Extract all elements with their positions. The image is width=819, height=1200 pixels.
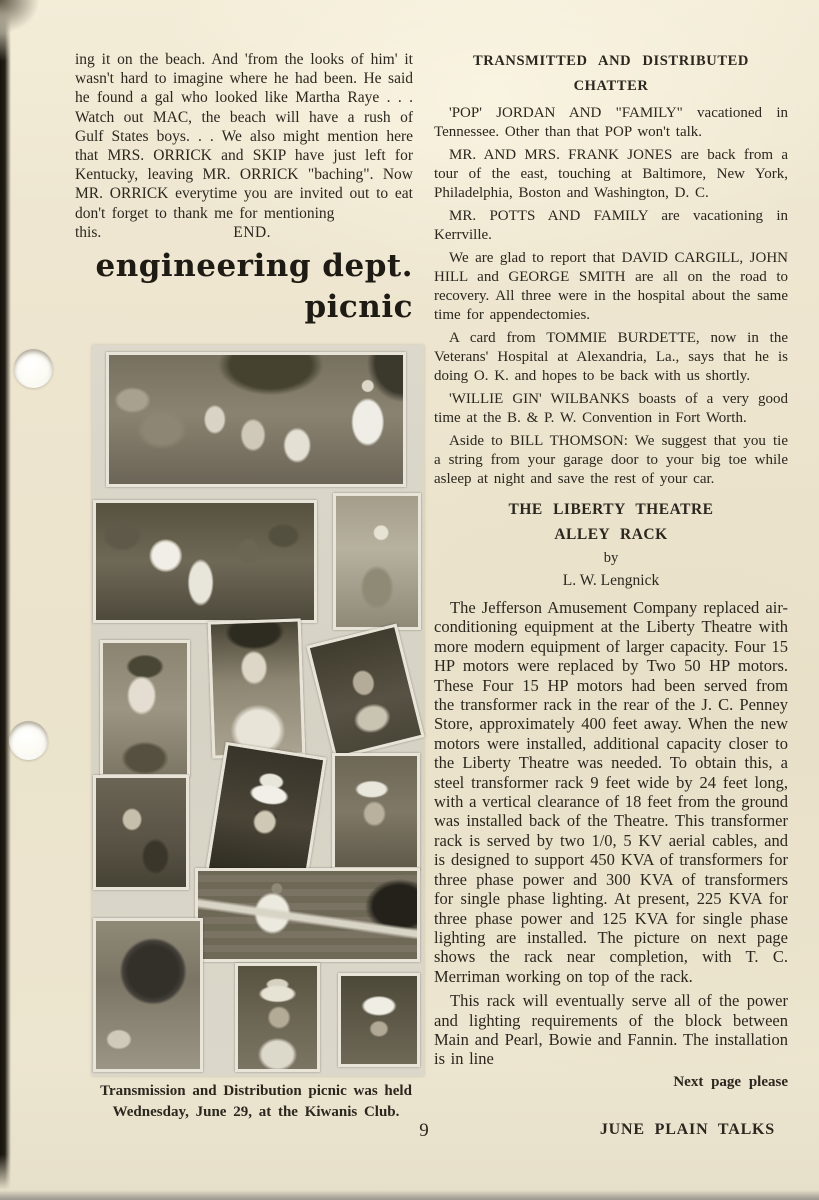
end-line-word: this. bbox=[75, 223, 102, 241]
photo-girl-portrait bbox=[100, 640, 190, 777]
photo-tilted-snapshot bbox=[306, 623, 425, 759]
photo-dark-closeup bbox=[93, 918, 203, 1072]
beach-chatter-paragraph bbox=[75, 50, 413, 223]
punch-hole-bottom bbox=[9, 721, 48, 760]
heading-line-1: engineering dept. bbox=[95, 248, 413, 284]
end-line bbox=[75, 223, 413, 242]
photo-fedora-man bbox=[235, 963, 320, 1072]
chatter-paragraph: We are glad to report that DAVID CARGILL, JOHN HILL and GEORGE SMITH are all on the road to recovery. All three were in the hospital about the same time for appendectomies. bbox=[434, 250, 788, 323]
photo-indoor-snapshot bbox=[93, 775, 189, 890]
punch-hole-top bbox=[14, 349, 53, 388]
liberty-heading-line-1: THE LIBERTY THEATRE bbox=[508, 501, 714, 518]
chatter-paragraph: 'WILLIE GIN' WILBANKS boasts of a very good time at the B. & P. W. Convention in Fort Worth. bbox=[434, 391, 788, 426]
photo-man-sunglasses-hat bbox=[205, 742, 326, 887]
publication-footer-title: JUNE PLAIN TALKS bbox=[599, 1121, 775, 1138]
end-marker: END. bbox=[233, 223, 272, 241]
scan-edge-left bbox=[0, 14, 11, 1190]
heading-line-2: picnic bbox=[304, 289, 413, 325]
chatter-paragraph: MR. POTTS AND FAMILY are vacationing in Kerrville. bbox=[434, 208, 788, 243]
caption-line-1: Transmission and Distribution picnic was held bbox=[100, 1083, 412, 1099]
liberty-theatre-heading bbox=[434, 497, 788, 547]
chatter-paragraph: A card from TOMMIE BURDETTE, now in the Veterans' Hospital at Alexandria, La., says that he is doing O. K. and hopes to be back with us shortly. bbox=[434, 330, 788, 384]
liberty-heading-line-2: ALLEY RACK bbox=[554, 526, 668, 543]
right-column bbox=[434, 49, 788, 1091]
next-page-notice: Next page please bbox=[673, 1073, 788, 1090]
byline-author: L. W. Lengnick bbox=[562, 572, 660, 589]
picnic-photo-collage bbox=[92, 345, 424, 1076]
chatter-heading-line-2: CHATTER bbox=[573, 78, 649, 94]
chatter-paragraph: Aside to BILL THOMSON: We suggest that you tie a string from your garage door to your big toe while asleep at night and save the rest of your car. bbox=[434, 433, 788, 487]
photo-caption bbox=[80, 1081, 432, 1123]
engineering-picnic-heading bbox=[75, 246, 413, 328]
byline-by: by bbox=[603, 550, 619, 566]
scan-edge-bottom bbox=[0, 1190, 819, 1200]
chatter-paragraph: 'POP' JORDAN AND "FAMILY" vacationed in Tennessee. Other than that POP won't talk. bbox=[434, 105, 788, 140]
left-column bbox=[75, 50, 413, 242]
caption-line-2: Wednesday, June 29, at the Kiwanis Club. bbox=[112, 1104, 400, 1120]
photo-bat-swing bbox=[195, 868, 420, 962]
photo-crowd-with-hats bbox=[93, 500, 317, 623]
photo-man-straw-hat bbox=[332, 753, 420, 870]
photo-group-scene bbox=[106, 352, 406, 487]
beach-chatter-text: ing it on the beach. And 'from the looks of him' it wasn't hard to imagine where he had been. He said he found a gal who looked like Martha Raye . . . Watch out MAC, the beach will have a rush of Gulf States boys. . . We also might mention here that MRS. ORRICK and SKIP have just left for Kentucky, leaving MR. ORRICK "baching". Now MR. ORRICK everytime you are invited out to eat don't forget to thank me for mentioning bbox=[75, 51, 413, 222]
photo-helmet-man bbox=[338, 973, 420, 1067]
liberty-article-paragraph: This rack will eventually serve all of the power and lighting requirements of the block between Main and Pearl, Bowie and Fannin. The installation is in line bbox=[434, 991, 788, 1069]
photo-man-portrait bbox=[208, 618, 306, 758]
photo-woman-waving bbox=[333, 493, 421, 630]
scan-corner-smudge bbox=[0, 0, 40, 34]
liberty-article-paragraph: The Jefferson Amusement Company replaced air-conditioning equipment at the Liberty Theatre with more modern equipment of larger capacity. Four 15 HP motors were replaced by Two 50 HP motors. These Four 15 HP motors had been served from the transformer rack in the rear of the J. C. Penney Store, approximately 400 feet away. When the new motors were installed, additional capacity closer to the Liberty Theatre was needed. To obtain this, a steel transformer rack 9 feet wide by 24 feet long, with a vertical clearance of 18 feet from the ground was installed back of the Theatre. This transformer rack is served by two 1/0, 5 KV aerial cables, and is designed to support 450 KVA of transformers for three phase power and 300 KVA of transformers for single phase lighting. At present, 225 KVA for three phase power and 125 KVA for single phase lighting are installed. The picture on next page shows the rack near completion, with T. C. Merriman working on top of the rack. bbox=[434, 598, 788, 986]
chatter-heading bbox=[434, 49, 788, 99]
chatter-paragraph: MR. AND MRS. FRANK JONES are back from a tour of the east, touching at Baltimore, New York, Philadelphia, Boston and Washington, D. C. bbox=[434, 147, 788, 201]
page-number: 9 bbox=[419, 1120, 429, 1141]
chatter-heading-line-1: TRANSMITTED AND DISTRIBUTED bbox=[473, 53, 749, 69]
